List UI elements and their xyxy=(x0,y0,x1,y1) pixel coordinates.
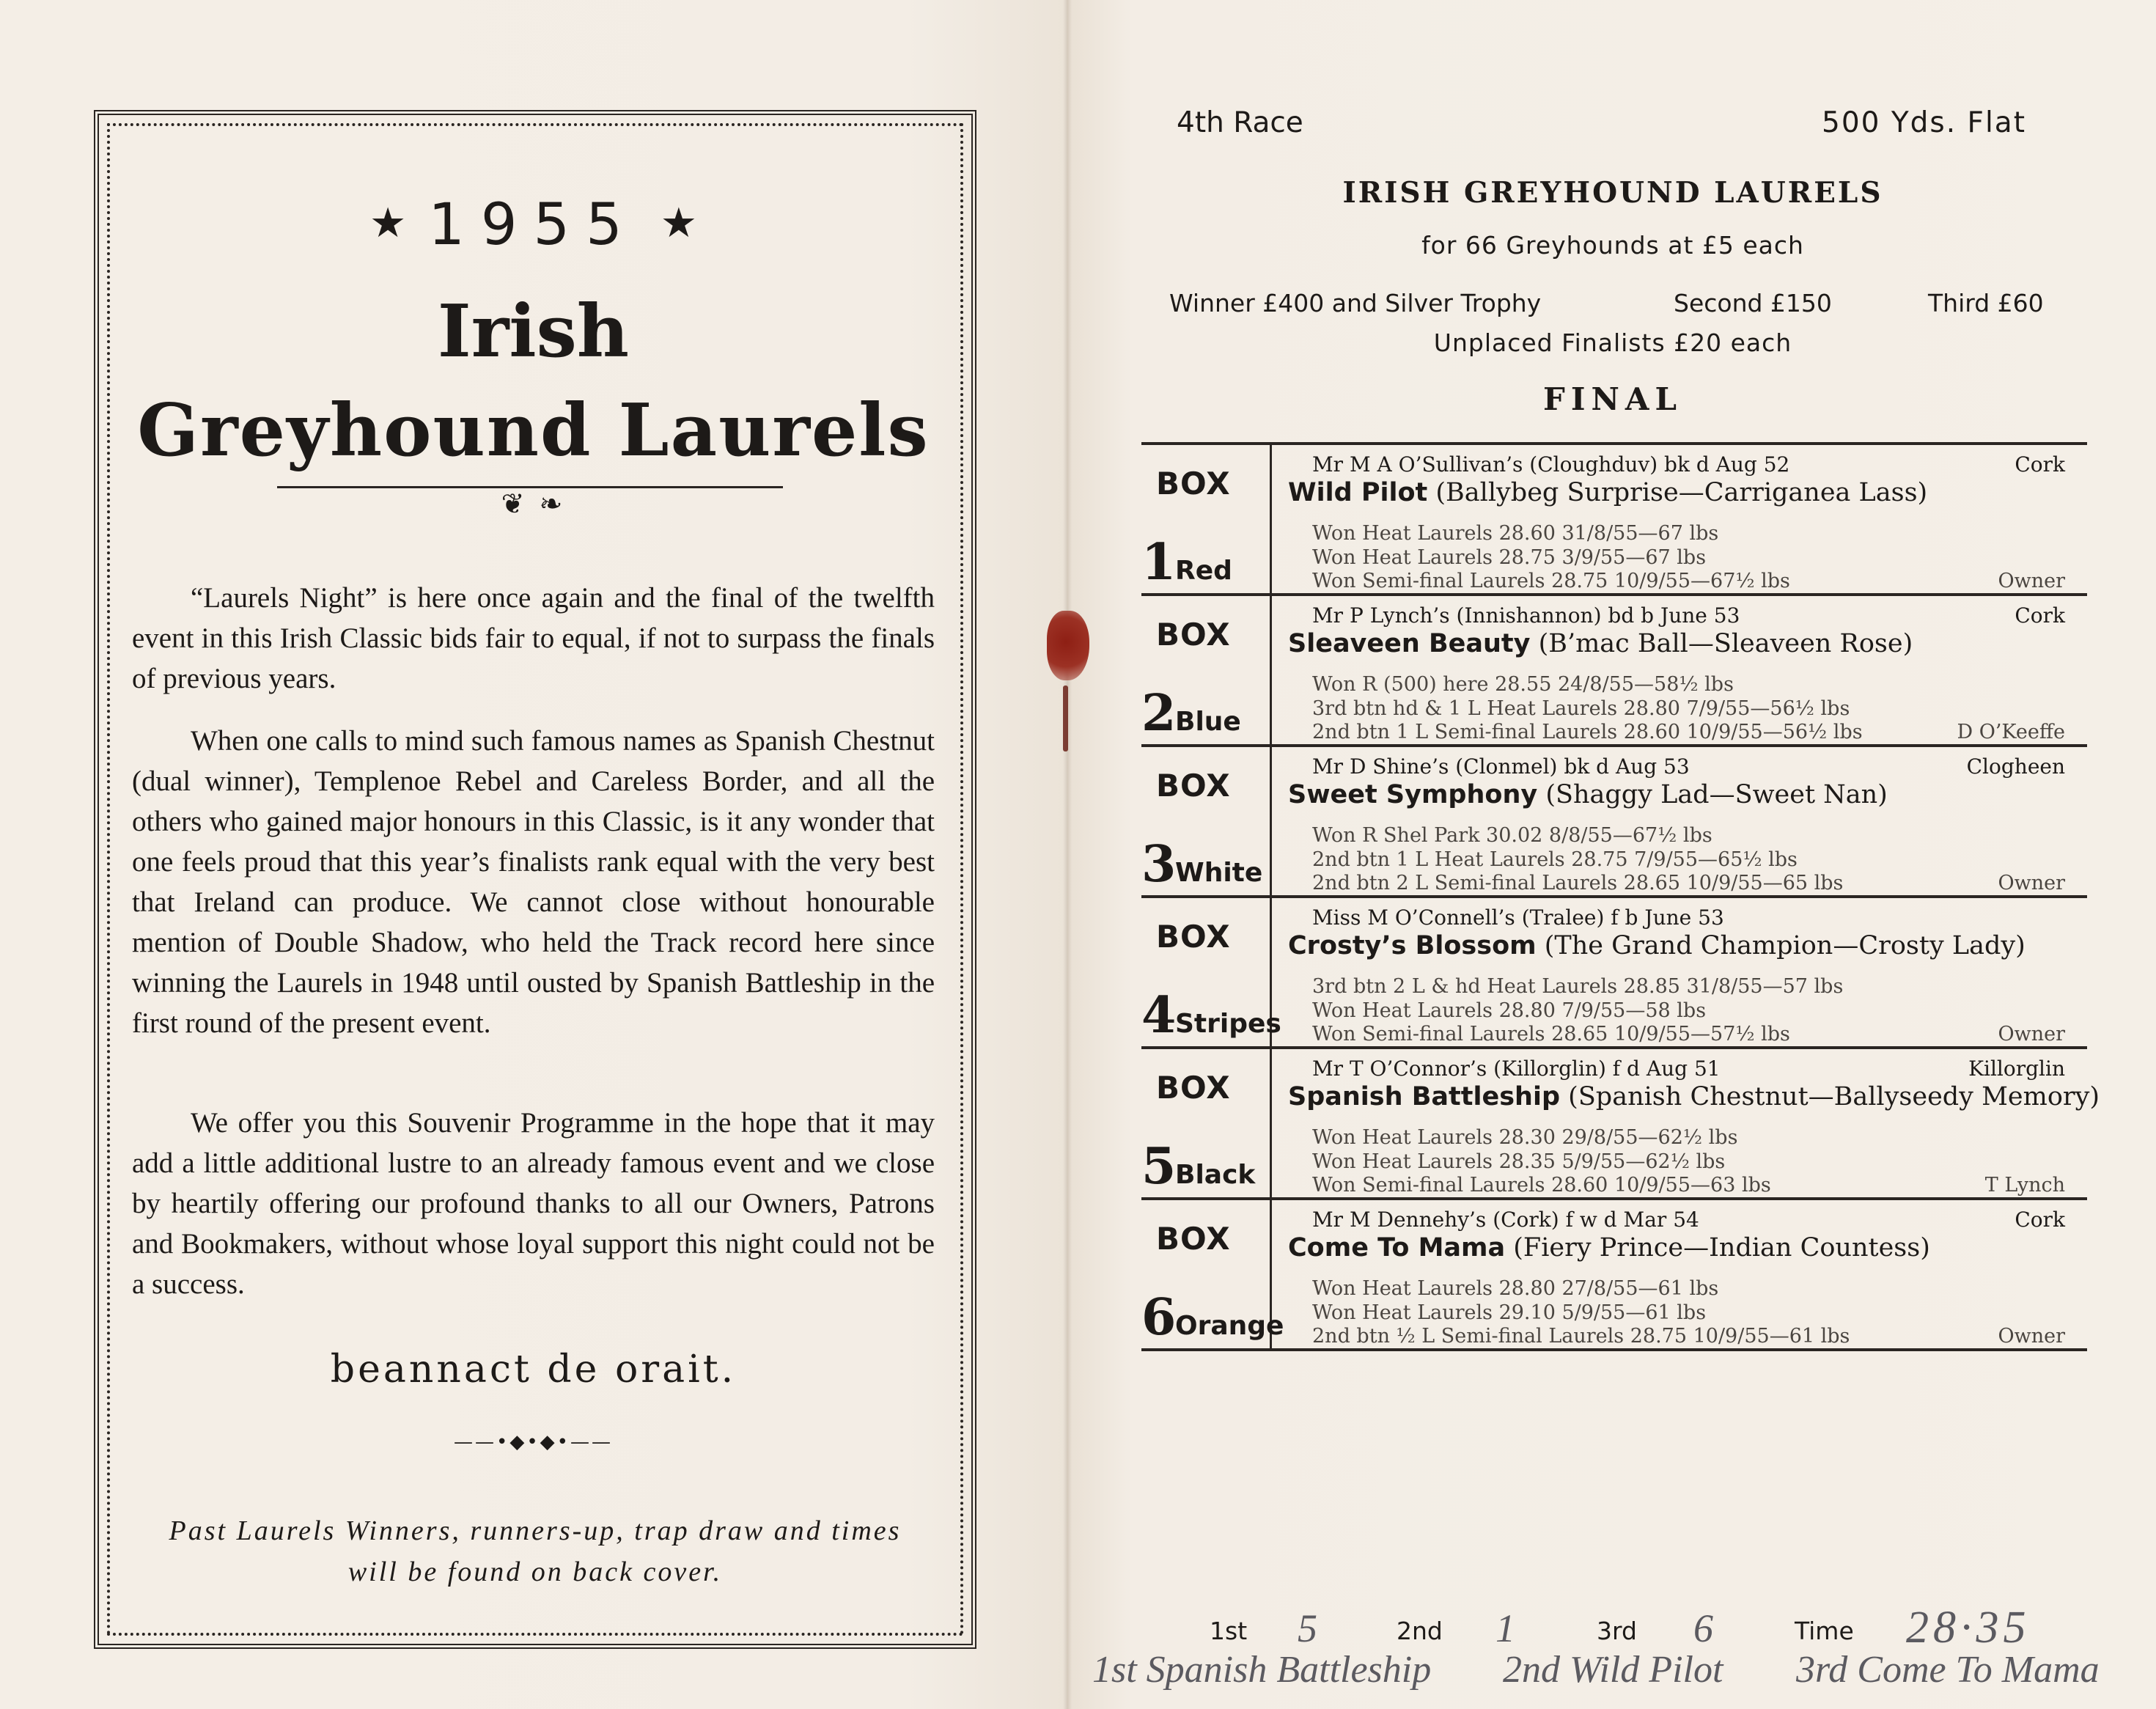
race-subtitle: for 66 Greyhounds at £5 each xyxy=(1421,231,1804,260)
box-colour: Orange xyxy=(1175,1311,1284,1341)
prize-winner: Winner £400 and Silver Trophy xyxy=(1169,289,1542,317)
time-label: Time xyxy=(1795,1617,1854,1645)
runner-row xyxy=(1141,747,2087,898)
trainer: Owner xyxy=(1998,872,2065,894)
box-colour: Black xyxy=(1175,1160,1256,1190)
runner-row xyxy=(1141,1200,2087,1351)
trainer: D O’Keeffe xyxy=(1957,721,2065,743)
prize-unplaced: Unplaced Finalists £20 each xyxy=(1433,328,1792,357)
thanks-paragraph: We offer you this Souvenir Programme in the hope that it may add a little additional lustre to an already famous event and we close by heartily offering our profound thanks to all our Owners, Patrons and Bookmakers, without whose loyal support this night could not be a success. xyxy=(132,1107,935,1300)
location: Cork xyxy=(2015,603,2065,628)
first-label: 1st xyxy=(1210,1617,1248,1645)
wax-stain xyxy=(1047,611,1089,680)
form-line: 2nd btn ½ L Semi-final Laurels 28.75 10/9/55—61 lbs xyxy=(1312,1325,1850,1348)
location: Clogheen xyxy=(1966,754,2065,779)
form-line: Won Semi-final Laurels 28.65 10/9/55—57½ lbs xyxy=(1312,1023,1790,1045)
breeding: (Ballybeg Surprise—Carriganea Lass) xyxy=(1435,478,1928,507)
handwritten-third: 3rd Come To Mama xyxy=(1796,1649,2100,1691)
prize-second: Second £150 xyxy=(1674,289,1832,317)
runner-row xyxy=(1141,1049,2100,1200)
race-distance: 500 Yds. Flat xyxy=(1822,106,2026,139)
irish-blessing: beannact de orait. xyxy=(330,1348,737,1392)
location: Killorglin xyxy=(1968,1056,2065,1081)
trainer: Owner xyxy=(1998,1023,2065,1045)
box-cell xyxy=(1141,596,1272,744)
form-line: 3rd btn hd & 1 L Heat Laurels 28.80 7/9/55—56½ lbs xyxy=(1312,697,1850,720)
form-line: 3rd btn 2 L & hd Heat Laurels 28.85 31/8/55—57 lbs xyxy=(1312,975,1844,998)
box-label: BOX xyxy=(1156,919,1231,955)
owner-line: Mr D Shine’s (Clonmel) bk d Aug 53 xyxy=(1312,754,1690,779)
owner-line: Mr T O’Connor’s (Killorglin) f d Aug 51 xyxy=(1312,1056,1721,1081)
form-line: Won Heat Laurels 28.80 7/9/55—58 lbs xyxy=(1312,999,1707,1022)
form-line: Won Heat Laurels 28.35 5/9/55—62½ lbs xyxy=(1312,1150,1726,1173)
box-number: 4 xyxy=(1141,986,1177,1045)
dog-line xyxy=(1288,931,2026,960)
history-paragraph: When one calls to mind such famous names as Spanish Chestnut (dual winner), Templenoe Rebel and Careless Border, and all the others who gained major honours in this Classic, is it any wonder that one feels proud that this year’s finalists rank equal with the very best that Ireland can produce. We cannot close without honourable mention of Double Shadow, who held the Track record here since winning the Laurels in 1948 until ousted by Spanish Battleship in the first round of the present event. xyxy=(132,725,935,1039)
stage-heading: FINAL xyxy=(1543,381,1682,417)
form-line: Won Semi-final Laurels 28.60 10/9/55—63 lbs xyxy=(1312,1174,1771,1197)
dog-line xyxy=(1288,478,1927,507)
dog-name: Sweet Symphony xyxy=(1288,780,1538,809)
year-heading xyxy=(132,192,935,258)
breeding: (Shaggy Lad—Sweet Nan) xyxy=(1545,780,1888,809)
time-value: 28·35 xyxy=(1906,1603,2031,1653)
form-line: 2nd btn 2 L Semi-final Laurels 28.65 10/9/55—65 lbs xyxy=(1312,872,1844,894)
box-label: BOX xyxy=(1156,466,1231,501)
intro-paragraph: “Laurels Night” is here once again and the final of the twelfth event in this Irish Classic bids fair to equal, if not to surpass the finals of previous years. xyxy=(132,582,935,694)
form-line: Won R Shel Park 30.02 8/8/55—67½ lbs xyxy=(1312,824,1712,847)
title-line-1: Irish xyxy=(437,290,630,374)
back-cover-note: Past Laurels Winners, runners-up, trap draw and times will be found on back cover. xyxy=(169,1515,902,1587)
second-label: 2nd xyxy=(1397,1617,1443,1645)
dog-line xyxy=(1288,780,1888,809)
form-line: Won Heat Laurels 29.10 5/9/55—61 lbs xyxy=(1312,1301,1707,1324)
divider-ornament: ——•◆•◆•—— xyxy=(454,1431,613,1453)
form-line: Won R (500) here 28.55 24/8/55—58½ lbs xyxy=(1312,673,1734,696)
breeding: (B’mac Ball—Sleaveen Rose) xyxy=(1538,629,1913,658)
box-label: BOX xyxy=(1156,1070,1231,1106)
runner-row xyxy=(1141,596,2087,747)
runner-row xyxy=(1141,445,2087,596)
dog-line xyxy=(1288,1233,1930,1263)
box-colour: Red xyxy=(1175,556,1232,586)
prize-third: Third £60 xyxy=(1928,289,2044,317)
form-line: Won Semi-final Laurels 28.75 10/9/55—67½ lbs xyxy=(1312,570,1790,592)
owner-line: Mr P Lynch’s (Innishannon) bd b June 53 xyxy=(1312,603,1740,628)
location: Cork xyxy=(2015,1208,2065,1232)
title-line-2: Greyhound Laurels xyxy=(137,389,930,473)
trainer: Owner xyxy=(1998,570,2065,592)
box-number: 3 xyxy=(1141,835,1177,894)
second-value: 1 xyxy=(1495,1606,1515,1650)
breeding: (Spanish Chestnut—Ballyseedy Memory) xyxy=(1568,1082,2100,1111)
owner-line: Miss M O’Connell’s (Tralee) f b June 53 xyxy=(1312,905,1724,930)
dog-name: Sleaveen Beauty xyxy=(1288,629,1531,658)
box-colour: White xyxy=(1175,858,1263,888)
runners-table xyxy=(1141,442,2100,1351)
box-cell xyxy=(1141,445,1272,593)
form-line: Won Heat Laurels 28.75 3/9/55—67 lbs xyxy=(1312,546,1707,569)
owner-line: Mr M Dennehy’s (Cork) f w d Mar 54 xyxy=(1312,1208,1699,1232)
box-label: BOX xyxy=(1156,1221,1231,1257)
box-number: 1 xyxy=(1141,533,1177,592)
race-number: 4th Race xyxy=(1177,106,1303,139)
dog-name: Wild Pilot xyxy=(1288,478,1428,507)
box-cell xyxy=(1141,1049,1272,1197)
form-line: Won Heat Laurels 28.80 27/8/55—61 lbs xyxy=(1312,1277,1719,1300)
box-colour: Stripes xyxy=(1175,1009,1281,1039)
dog-line xyxy=(1288,629,1913,658)
ornament-flourish: ❦ ❧ xyxy=(501,488,566,520)
breeding: (The Grand Champion—Crosty Lady) xyxy=(1544,931,2026,960)
stain-drip xyxy=(1063,686,1068,751)
location: Cork xyxy=(2015,452,2065,477)
box-label: BOX xyxy=(1156,617,1231,653)
third-value: 6 xyxy=(1693,1606,1713,1650)
box-label: BOX xyxy=(1156,768,1231,804)
box-number: 6 xyxy=(1141,1288,1177,1347)
box-cell xyxy=(1141,1200,1284,1348)
first-value: 5 xyxy=(1298,1606,1317,1650)
form-line: 2nd btn 1 L Heat Laurels 28.75 7/9/55—65½ lbs xyxy=(1312,848,1798,871)
trainer: Owner xyxy=(1998,1325,2065,1348)
box-colour: Blue xyxy=(1175,707,1241,737)
dog-name: Crosty’s Blossom xyxy=(1288,931,1537,960)
box-cell xyxy=(1141,747,1272,895)
star-icon: ★ xyxy=(660,199,697,247)
dog-line xyxy=(1288,1082,2100,1111)
form-line: Won Heat Laurels 28.30 29/8/55—62½ lbs xyxy=(1312,1126,1738,1149)
page-fold xyxy=(1063,0,1072,1709)
runner-row xyxy=(1141,898,2087,1049)
form-line: Won Heat Laurels 28.60 31/8/55—67 lbs xyxy=(1312,522,1719,545)
dog-name: Come To Mama xyxy=(1288,1233,1506,1263)
handwritten-second: 2nd Wild Pilot xyxy=(1503,1649,1723,1691)
star-icon: ★ xyxy=(369,199,407,247)
box-cell xyxy=(1141,898,1281,1046)
form-line: 2nd btn 1 L Semi-final Laurels 28.60 10/9/55—56½ lbs xyxy=(1312,721,1863,743)
handwritten-winner: 1st Spanish Battleship xyxy=(1092,1649,1432,1691)
dog-name: Spanish Battleship xyxy=(1288,1082,1561,1111)
box-number: 5 xyxy=(1141,1137,1177,1196)
year: 1955 xyxy=(428,192,639,258)
trainer: T Lynch xyxy=(1984,1174,2065,1197)
third-label: 3rd xyxy=(1597,1617,1637,1645)
race-title: IRISH GREYHOUND LAURELS xyxy=(1342,176,1883,210)
owner-line: Mr M A O’Sullivan’s (Cloughduv) bk d Aug 52 xyxy=(1312,452,1790,477)
breeding: (Fiery Prince—Indian Countess) xyxy=(1513,1233,1930,1263)
box-number: 2 xyxy=(1141,684,1177,743)
